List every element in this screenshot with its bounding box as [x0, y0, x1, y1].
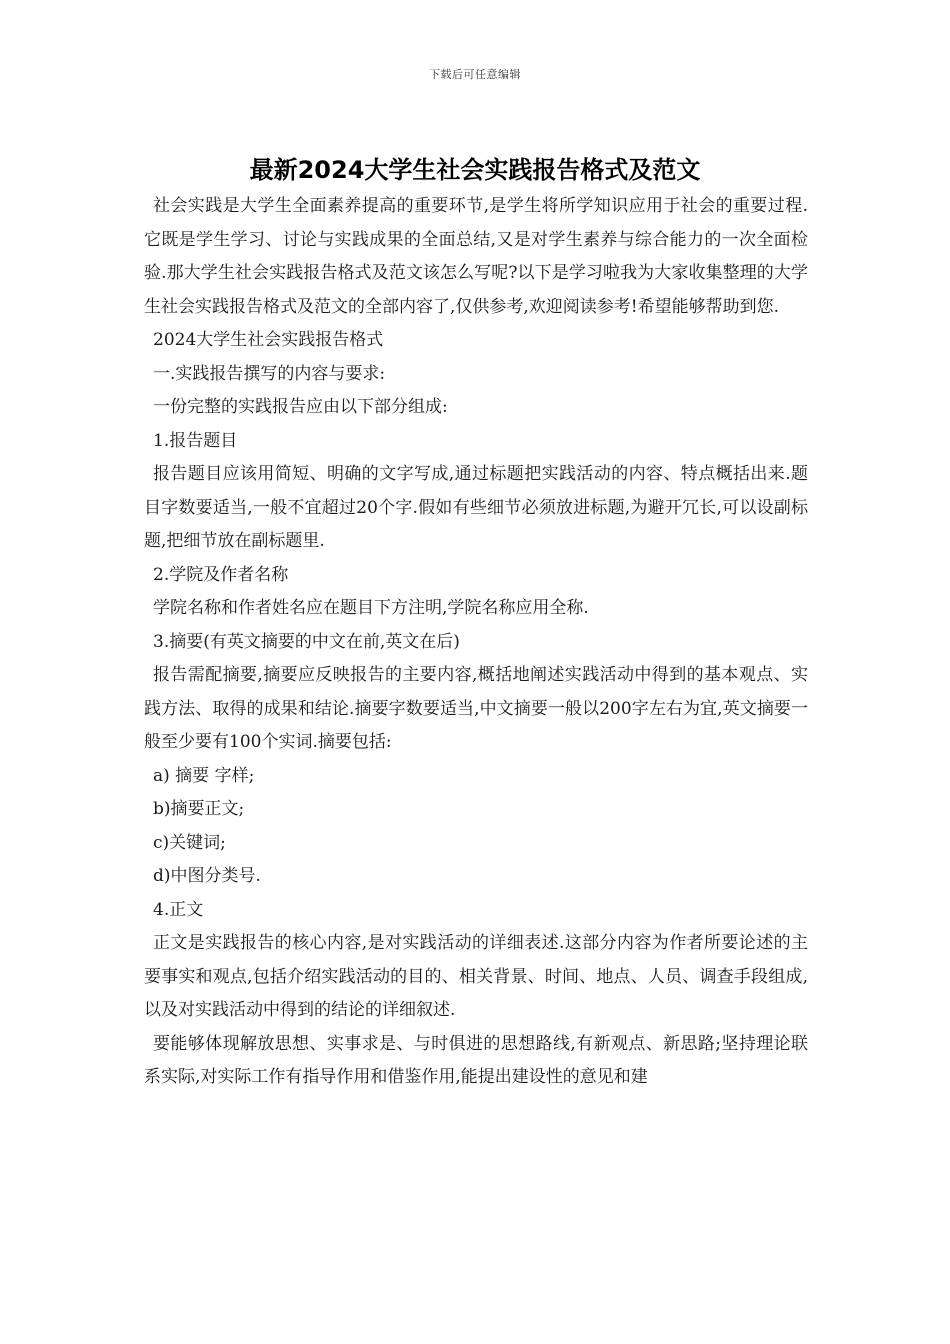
- paragraph-abstract-d: d)中图分类号.: [153, 866, 261, 886]
- paragraph-item-2-body: 学院名称和作者姓名应在题目下方注明,学院名称应用全称.: [153, 598, 589, 618]
- paragraph-item-1-body: 报告题目应该用简短、明确的文字写成,通过标题把实践活动的内容、特点概括出来.题目字数要适当,一般不宜超过20个字.假如有些细节必须放进标题,为避开冗长,可以设副标题,把细节放在副标题里.: [144, 464, 808, 551]
- paragraph-item-3-body: 报告需配摘要,摘要应反映报告的主要内容,概括地阐述实践活动中得到的基本观点、实践方法、取得的成果和结论.摘要字数要适当,中文摘要一般以200字左右为宜,英文摘要一般至少要有100个实词.摘要包括:: [144, 665, 808, 752]
- paragraph-components: 一份完整的实践报告应由以下部分组成:: [153, 397, 448, 417]
- paragraph-abstract-b: b)摘要正文;: [153, 799, 245, 819]
- document-body: [144, 190, 808, 1095]
- paragraph-format-heading: 2024大学生社会实践报告格式: [153, 330, 384, 350]
- paragraph-abstract-c: c)关键词;: [153, 832, 226, 853]
- page-header-note: 下载后可任意编辑: [429, 68, 521, 81]
- paragraph-item-1-title: 1.报告题目: [153, 430, 238, 451]
- paragraph-item-4-body: 正文是实践报告的核心内容,是对实践活动的详细表述.这部分内容为作者所要论述的主要事实和观点,包括介绍实践活动的目的、相关背景、时间、地点、人员、调查手段组成,以及对实践活动中得到的结论的详细叙述.: [144, 933, 808, 1020]
- paragraph-section-one: 一.实践报告撰写的内容与要求:: [153, 363, 386, 384]
- paragraph-item-4-requirements: 要能够体现解放思想、实事求是、与时俱进的思想路线,有新观点、新思路;坚持理论联系实际,对实际工作有指导作用和借鉴作用,能提出建设性的意见和建: [144, 1033, 808, 1087]
- paragraph-intro: 社会实践是大学生全面素养提高的重要环节,是学生将所学知识应用于社会的重要过程.它既是学生学习、讨论与实践成果的全面总结,又是对学生素养与综合能力的一次全面检验.那大学生社会实践报告格式及范文该怎么写呢?以下是学习啦我为大家收集整理的大学生社会实践报告格式及范文的全部内容了,仅供参考,欢迎阅读参考!希望能够帮助到您.: [144, 196, 808, 317]
- document-title: 最新2024大学生社会实践报告格式及范文: [249, 156, 701, 184]
- paragraph-item-4-title: 4.正文: [153, 899, 204, 920]
- paragraph-item-2-title: 2.学院及作者名称: [153, 564, 289, 585]
- paragraph-abstract-a: a) 摘要 字样;: [153, 765, 255, 786]
- paragraph-item-3-title: 3.摘要(有英文摘要的中文在前,英文在后): [153, 631, 460, 652]
